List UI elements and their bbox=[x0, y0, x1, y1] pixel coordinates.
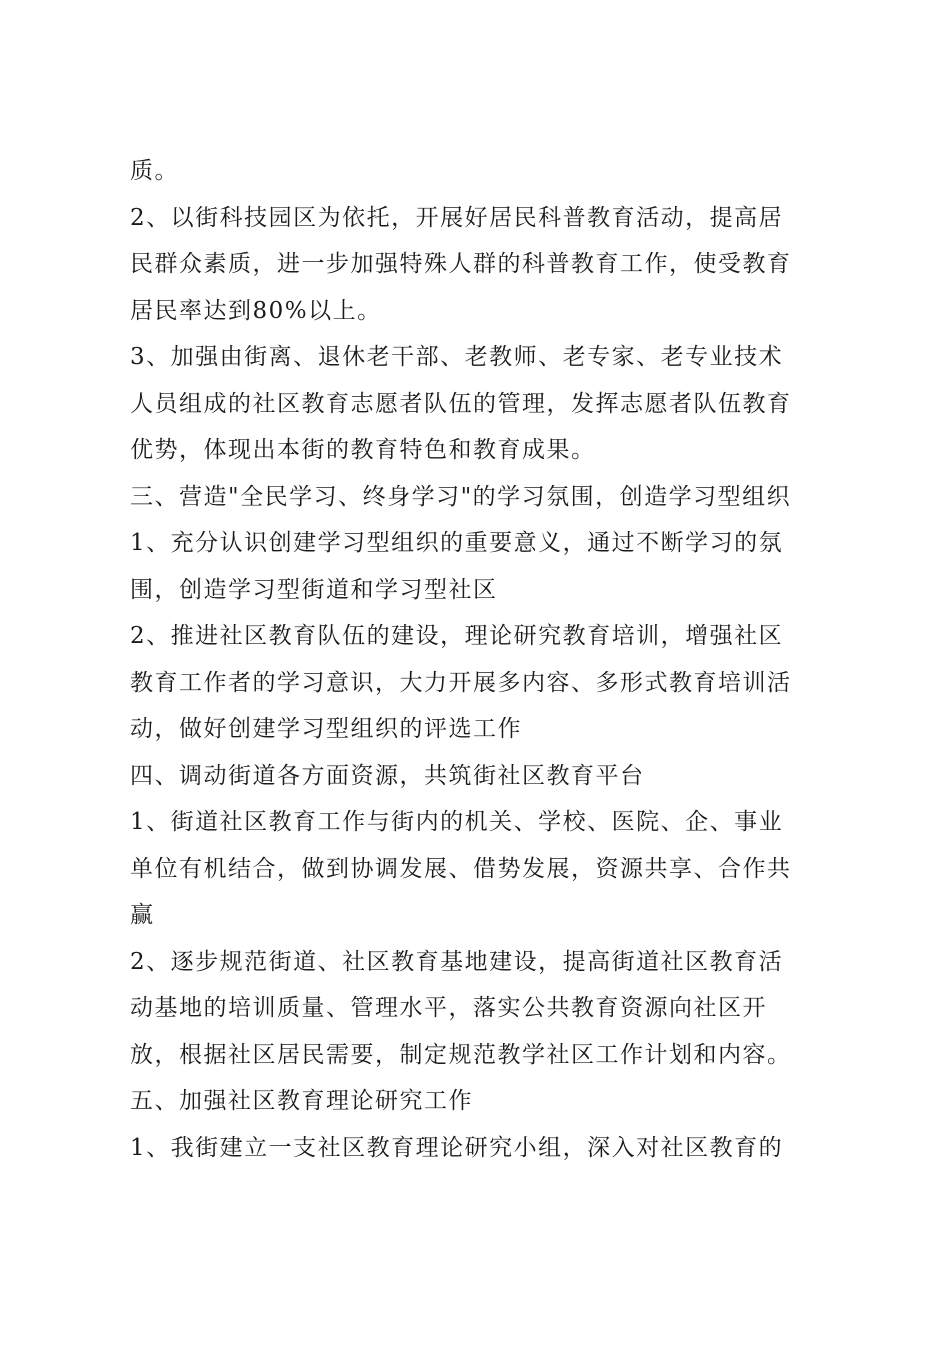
text-line: 1、街道社区教育工作与街内的机关、学校、医院、企、事业 bbox=[130, 809, 784, 835]
text-line: 人员组成的社区教育志愿者队伍的管理，发挥志愿者队伍教育 bbox=[130, 390, 792, 417]
text-line: 民群众素质，进一步加强特殊人群的科普教育工作，使受教育 bbox=[130, 251, 792, 277]
section-heading: 四、调动街道各方面资源，共筑街社区教育平台 bbox=[130, 762, 645, 789]
text-line: 3、加强由街离、退休老干部、老教师、老专家、老专业技术 bbox=[130, 344, 784, 370]
text-line: 围，创造学习型街道和学习型社区 bbox=[130, 576, 498, 603]
text-line: 1、充分认识创建学习型组织的重要意义，通过不断学习的氛 bbox=[130, 530, 784, 556]
text-line: 赢 bbox=[130, 902, 155, 928]
text-line: 动基地的培训质量、管理水平，落实公共教育资源向社区开 bbox=[130, 995, 767, 1021]
text-line: 1、我街建立一支社区教育理论研究小组，深入对社区教育的 bbox=[130, 1134, 784, 1161]
text-line: 质。 bbox=[130, 158, 179, 184]
text-line: 动，做好创建学习型组织的评选工作 bbox=[130, 716, 522, 742]
text-line: 2、推进社区教育队伍的建设，理论研究教育培训，增强社区 bbox=[130, 623, 784, 649]
text-line: 2、以街科技园区为依托，开展好居民科普教育活动，提高居 bbox=[130, 204, 784, 231]
text-line: 单位有机结合，做到协调发展、借势发展，资源共享、合作共 bbox=[130, 855, 792, 882]
text-line: 居民率达到80%以上。 bbox=[130, 297, 382, 324]
document-body bbox=[130, 148, 830, 1171]
section-heading: 五、加强社区教育理论研究工作 bbox=[130, 1088, 473, 1114]
text-line: 2、逐步规范街道、社区教育基地建设，提高街道社区教育活 bbox=[130, 948, 784, 975]
text-line: 优势，体现出本街的教育特色和教育成果。 bbox=[130, 437, 596, 463]
section-heading: 三、营造"全民学习、终身学习"的学习氛围，创造学习型组织 bbox=[130, 483, 792, 510]
text-line: 放，根据社区居民需要，制定规范教学社区工作计划和内容。 bbox=[130, 1041, 792, 1068]
text-line: 教育工作者的学习意识，大力开展多内容、多形式教育培训活 bbox=[130, 669, 792, 696]
